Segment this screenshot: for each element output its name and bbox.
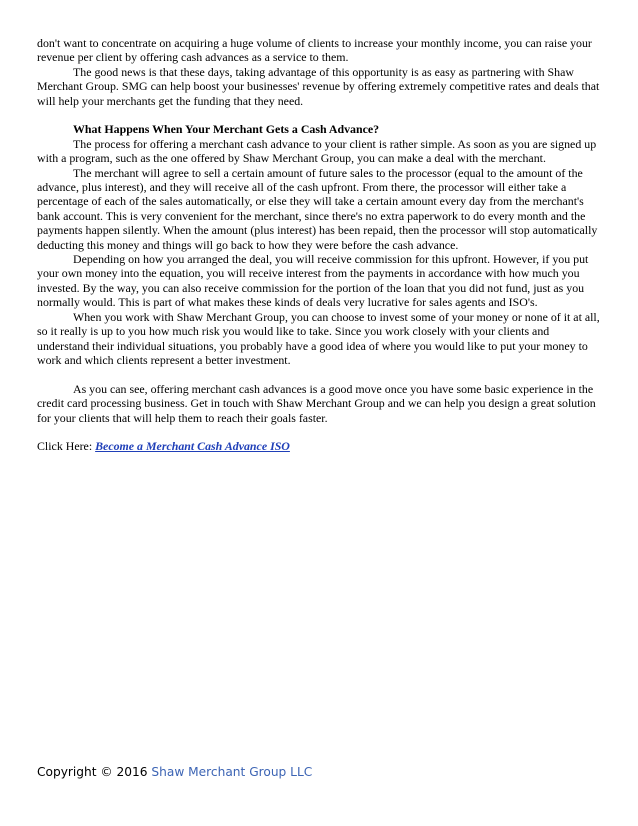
paragraph-agree: The merchant will agree to sell a certain amount of future sales to the processor (equal to the amount of the advance, plus interest), and they will receive all of the cash upfront. From there, the processor will either take a percentage of each of the sales automatically, or else they will take a certain amount every day from the merchant's bank account. This is very convenient for the merchant, since there's no extra paperwork to do every month and the payments happen silently. When the amount (plus interest) has been repaid, then the processor will stop automatically deducting this money and things will go back to how they were before the cash advance. [37, 165, 598, 252]
spacer [37, 367, 600, 381]
paragraph-intro: don't want to concentrate on acquiring a huge volume of clients to increase your monthly income, you can raise your revenue per client by offering cash advances as a service to them. [37, 36, 592, 65]
paragraph-depending: Depending on how you arranged the deal, you will receive commission for this upfront. However, if you put your own money into the equation, you will receive interest from the payments in accordance with how much you invested. By the way, you can also receive commission for the portion of the loan that you did not fund, just as you normally would. This is part of what makes these kinds of deals very lucrative for sales agents and ISO's. [37, 252, 589, 310]
paragraph-good-news: The good news is that these days, taking advantage of this opportunity is as easy as partnering with Shaw Merchant Group. SMG can help boost your businesses' revenue by offering extremely competitive rates and deals that will help your merchants get the funding that they need. [37, 64, 600, 108]
paragraph-process: The process for offering a merchant cash advance to your client is rather simple. As soon as you are signed up with a program, such as the one offered by Shaw Merchant Group, you can make a deal with the merchant. [37, 136, 597, 166]
paragraph-work-with: When you work with Shaw Merchant Group, you can choose to invest some of your money or none of it at all, so it really is up to you how much risk you would like to take. Since you work closely with your clients and understand their individual situations, you probably have a good idea of where you would like to put your money to work and which clients represent a better investment. [37, 309, 600, 367]
section-heading: What Happens When Your Merchant Gets a Cash Advance? [73, 122, 380, 137]
company-link[interactable]: Shaw Merchant Group LLC [151, 765, 313, 779]
call-to-action [37, 439, 600, 453]
paragraph-conclusion: As you can see, offering merchant cash advances is a good move once you have some basic experience in the credit card processing business. Get in touch with Shaw Merchant Group and we can help you design a great solution for your clients that will help them to reach their goals faster. [37, 381, 596, 425]
footer-copyright [37, 765, 312, 779]
cta-link[interactable]: Become a Merchant Cash Advance ISO [95, 439, 290, 454]
copyright-text: Copyright © 2016 [37, 765, 152, 779]
cta-label: Click Here: [37, 439, 96, 454]
